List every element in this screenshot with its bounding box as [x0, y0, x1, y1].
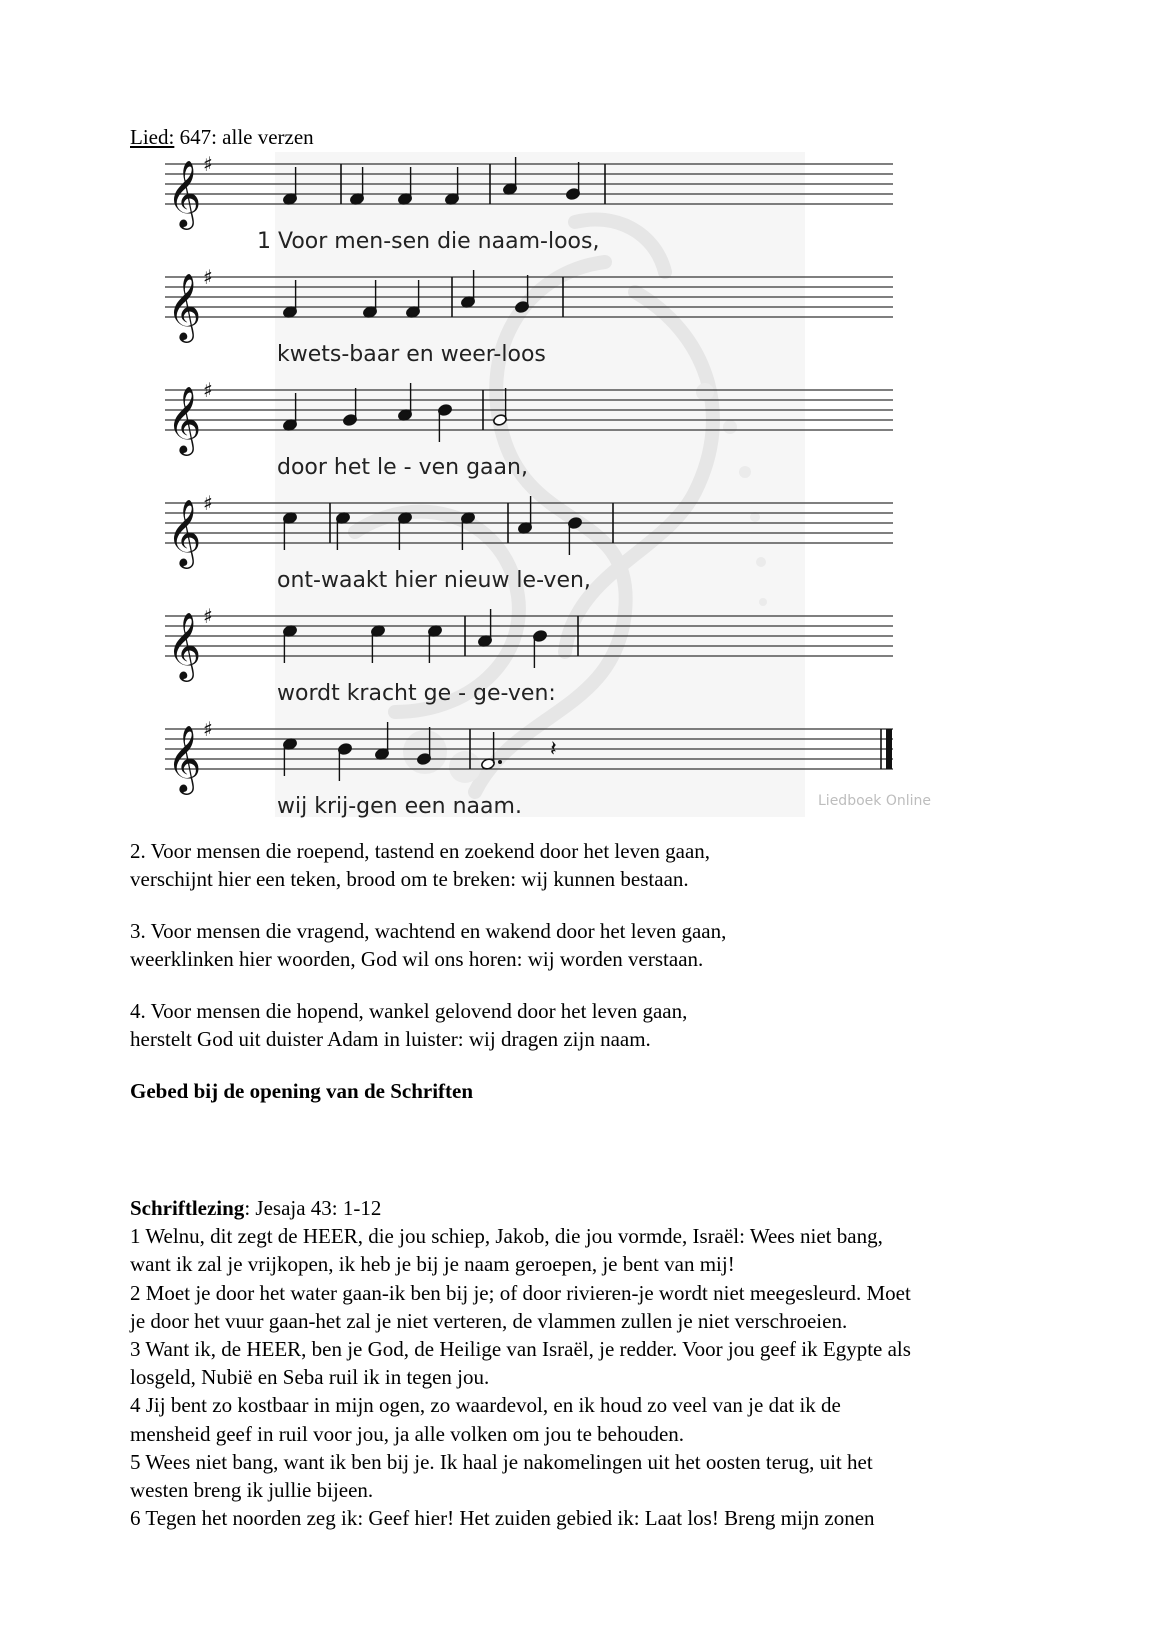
- note-dot: [498, 760, 502, 764]
- staff: [165, 491, 893, 569]
- reading-line: 3 Want ik, de HEER, ben je God, de Heilige van Israël, je redder. Voor jou geef ik Egypte als: [130, 1337, 911, 1362]
- verse-line: 4. Voor mensen die hopend, wankel gelovend door het leven gaan,: [130, 999, 688, 1023]
- verse-line: weerklinken hier woorden, God wil ons horen: wij worden verstaan.: [130, 946, 704, 971]
- treble-clef-icon: 𝄞: [167, 159, 202, 227]
- sharp-icon: ♯: [203, 491, 213, 515]
- song-label: Lied:: [130, 125, 175, 149]
- verse-line: 3. Voor mensen die vragend, wachtend en wakend door het leven gaan,: [130, 919, 727, 943]
- reading-line: 5 Wees niet bang, want ik ben bij je. Ik haal je nakomelingen uit het oosten terug, uit het: [130, 1449, 873, 1474]
- lyric-line: wordt kracht ge - ge-ven:: [277, 681, 556, 706]
- final-barline-thick: [886, 729, 892, 769]
- treble-clef-icon: 𝄞: [167, 385, 202, 453]
- treble-clef-icon: 𝄞: [167, 611, 202, 679]
- lyric-line: 1 Voor men-sen die naam-loos,: [257, 229, 600, 254]
- verse-line: verschijnt hier een teken, brood om te breken: wij kunnen bestaan.: [130, 866, 689, 891]
- treble-clef-icon: 𝄞: [167, 272, 202, 340]
- treble-clef-icon: 𝄞: [167, 724, 202, 792]
- song-header: [130, 124, 314, 151]
- reading-line: 6 Tegen het noorden zeg ik: Geef hier! Het zuiden gebied ik: Laat los! Breng mijn zonen: [130, 1506, 875, 1531]
- reading-line: mensheid geef in ruil voor jou, ja alle volken om jou te behouden.: [130, 1421, 685, 1446]
- staff: [165, 604, 893, 682]
- verse-line: 2. Voor mensen die roepend, tastend en zoekend door het leven gaan,: [130, 839, 711, 863]
- verse-3: [130, 918, 726, 973]
- reading-line: 4 Jij bent zo kostbaar in mijn ogen, zo waardevol, en ik houd zo veel van je dat ik de: [130, 1393, 841, 1418]
- verse-line: herstelt God uit duister Adam in luister: wij dragen zijn naam.: [130, 1026, 651, 1051]
- sharp-icon: ♯: [203, 717, 213, 741]
- reading-line: 2 Moet je door het water gaan-ik ben bij je; of door rivieren-je wordt niet meegesleurd. Moet: [130, 1280, 911, 1305]
- staff: [165, 265, 893, 343]
- sharp-icon: ♯: [203, 378, 213, 402]
- lyric-line: wij krij-gen een naam.: [277, 794, 522, 819]
- song-reference: 647: alle verzen: [174, 125, 314, 149]
- reading-line: 1 Welnu, dit zegt de HEER, die jou schiep, Jakob, die jou vormde, Israël: Wees niet bang,: [130, 1224, 883, 1249]
- sharp-icon: ♯: [203, 152, 213, 176]
- reading-line: je door het vuur gaan-het zal je niet verteren, de vlammen zullen je niet verschroeien.: [130, 1308, 848, 1333]
- sharp-icon: ♯: [203, 265, 213, 289]
- reading-title: [130, 1194, 1050, 1222]
- sharp-icon: ♯: [203, 604, 213, 628]
- staff: [165, 152, 893, 230]
- lyric-line: door het le - ven gaan,: [277, 455, 528, 480]
- reading-line: westen breng ik jullie bijeen.: [130, 1478, 374, 1503]
- liedboek-credit: Liedboek Online: [818, 793, 931, 809]
- treble-clef-icon: 𝄞: [167, 498, 202, 566]
- reading-reference: : Jesaja 43: 1-12: [244, 1196, 382, 1220]
- verse-2: [130, 838, 710, 893]
- scripture-reading: [130, 1194, 1050, 1532]
- reading-label: Schriftlezing: [130, 1196, 245, 1220]
- lyric-line: ont-waakt hier nieuw le-ven,: [277, 568, 591, 593]
- reading-line: want ik zal je vrijkopen, ik heb je bij je naam geroepen, je bent van mij!: [130, 1252, 735, 1277]
- quarter-rest-icon: 𝄽: [550, 737, 557, 762]
- staff: [165, 717, 893, 795]
- staff: [165, 378, 893, 456]
- prayer-heading: Gebed bij de opening van de Schriften: [130, 1079, 474, 1103]
- reading-line: losgeld, Nubië en Seba ruil ik in tegen jou.: [130, 1365, 490, 1390]
- lyric-line: kwets-baar en weer-loos: [277, 342, 546, 367]
- sheet-music: [165, 150, 1005, 850]
- verse-4: [130, 998, 687, 1053]
